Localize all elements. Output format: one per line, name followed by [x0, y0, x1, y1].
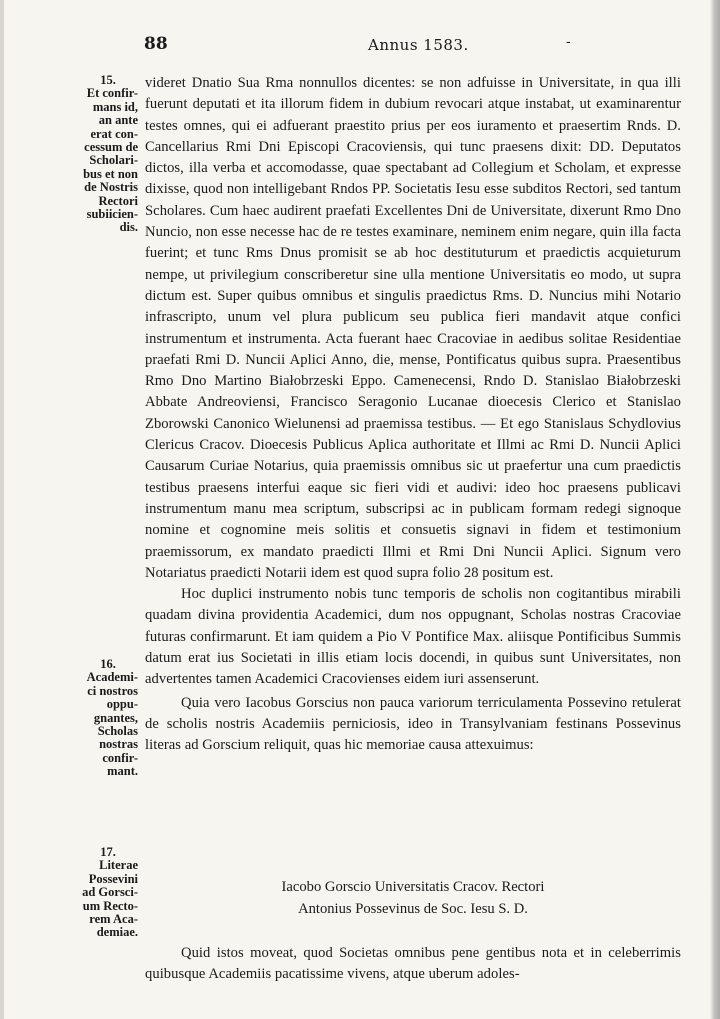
- margin-note-line: cessum de: [84, 140, 138, 155]
- margin-note-line: Rectori: [98, 193, 138, 208]
- sender-line: Antonius Possevinus de Soc. Iesu S. D.: [298, 901, 528, 917]
- paragraph-notarial-act: videret Dnatio Sua Rma nonnullos dicentes: se non adfuisse in Universitate, in qua illi fuerunt deputati et ita illorum fidem in dubium revocari atque instabat, ut examinarentur testes omnes, qui ei adfuerant praestito prius per eos iuramento et praesertim Rnds. D. Cancellarius Rmi Dni Episcopi Cracoviensis, qui tunc praesens dixit: DD. Deputatos dictos, illa verba et accomodasse, quae spectabant ad Collegium et Scholam, et expresse dixisse, quod non intelligebant Rndos PP. Societatis Iesu esse subditos Rectori, sed tantum Scholares. Cum haec audirent praefati Excellentes Dni de Universitate, dixerunt Rmo Dno Nuncio, non esse necesse hac de re testes examinare, neminem enim negare, quin illa facta fuerint; et tunc Rms Dnus promisit se ab hoc destituturum et praedictis acquieturum nempe, ut privilegium conscriberetur sine ulla mentione Universitatis eo modo, ut supra dictum est. Super quibus omnibus et singulis praedictus Rms. D. Nuncius mihi Notario infrascripto, unum vel plura publicum seu publica fieri mandavit atque confici instrumentum et instrumenta. Acta fuerant haec Cracoviae in aedibus solitae Residentiae praefati Rmi D. Nuncii Aplici Anno, die, mense, Pontificatus quibus supra. Praesentibus Rmo Dno Martino Białobrzeski Eppo. Camenecensi, Rndo D. Stanislao Białobrzeski Abbate Andreoviensi, Francisco Seragonio Lucanae dioecesis Clerico et Stanislao Zborowski Canonico Wielunensi ad praemissa testibus. — Et ego Stanislaus Schydlovius Clericus Cracov. Dioecesis Publicus Aplica authoritate et Illmi ac Rmi D. Nuncii Aplici Causarum Curiae Notarius, quia praemissis omnibus sic ut praefertur una cum praedictis testibus praesens interfui eaque sic fieri vidi et audivi: ideo hoc praesens publicavi instrumentum manu mea scriptum, subscripsi ac in publicam formam redegi signoque nomine et cognomine meis solitis et consuetis signavi in fidem et testimonium praemissorum, ex mandato praedicti Illmi et Rmi Dni Nuncii Aplici. Signum vero Notariatus praedicti Notarii idem est quod supra folio 28 positum est.: [145, 75, 681, 581]
- margin-note-line: dis.: [119, 220, 138, 235]
- margin-note-line: subiicien-: [86, 207, 138, 222]
- running-title: Annus 1583.: [368, 36, 469, 54]
- margin-note-line: bus et non: [83, 166, 138, 181]
- margin-note-line: erat con-: [90, 126, 138, 141]
- margin-note-line: gnantes,: [93, 710, 138, 725]
- margin-note-line: Scholas: [97, 724, 138, 739]
- margin-note-number: 17.: [100, 845, 116, 859]
- margin-note-line: mant.: [107, 764, 138, 779]
- margin-note-line: rem Aca-: [89, 912, 138, 927]
- page-header: [0, 34, 720, 56]
- paragraph-gorscius: Quia vero Iacobus Gorscius non pauca variorum terriculamenta Possevino retulerat de scholis nostris Academiis perniciosis, ideo in Transylvaniam festinans Possevinus literas ad Gorscium reliquit, quas hic memoriae causa attexuimus:: [145, 694, 681, 754]
- margin-note-line: Academi-: [86, 670, 138, 685]
- margin-note-line: oppu-: [106, 697, 138, 712]
- header-dash: -: [566, 34, 571, 50]
- margin-note-line: Scholari-: [89, 153, 138, 168]
- paragraph-letter-start: Quid istos moveat, quod Societas omnibus pene gentibus nota et in celeberrimis quibusque Academiis pacatissime vivens, atque uberum adoles-: [145, 945, 681, 983]
- margin-note-line: de Nostris: [84, 180, 138, 195]
- margin-note-16: [66, 658, 138, 779]
- letter-address: [145, 876, 681, 920]
- main-text-block: [145, 73, 681, 757]
- margin-note-line: um Recto-: [82, 898, 138, 913]
- paragraph-academici: Hoc duplici instrumento nobis tunc temporis de scholis non cogitantibus mirabili quadam divina providentia Academici, dum nos oppugnant, Scholas nostras Cracoviae futuras confirmarunt. Et iam quidem a Pio V Pontifice Max. aliisque Pontificibus Summis datum erat ius Societati in illis etiam locis docendi, in quibus sunt Universitates, non advertentes tamen Academici Cracovienses eidem iuri assenserunt.: [145, 586, 681, 688]
- page-right-edge-shadow: [710, 0, 720, 1019]
- margin-note-15: [66, 74, 138, 235]
- margin-note-line: Et confir-: [86, 86, 138, 101]
- addressee-line: Iacobo Gorscio Universitatis Cracov. Rectori: [281, 879, 545, 895]
- margin-note-line: confir-: [102, 750, 138, 765]
- margin-note-line: ci nostros: [87, 683, 138, 698]
- page-number: 88: [144, 34, 168, 54]
- margin-note-line: Literae: [99, 858, 138, 873]
- margin-note-17: [66, 846, 138, 940]
- margin-note-line: Possevini: [88, 871, 138, 886]
- margin-note-number: 15.: [100, 73, 116, 87]
- margin-note-number: 16.: [100, 657, 116, 671]
- margin-note-line: nostras: [99, 737, 138, 752]
- margin-note-line: mans id,: [92, 99, 138, 114]
- letter-opening: [145, 943, 681, 986]
- page-left-edge: [0, 0, 4, 1019]
- margin-note-line: an ante: [98, 113, 138, 128]
- margin-note-line: ad Gorsci-: [82, 885, 138, 900]
- margin-note-line: demiae.: [96, 925, 138, 940]
